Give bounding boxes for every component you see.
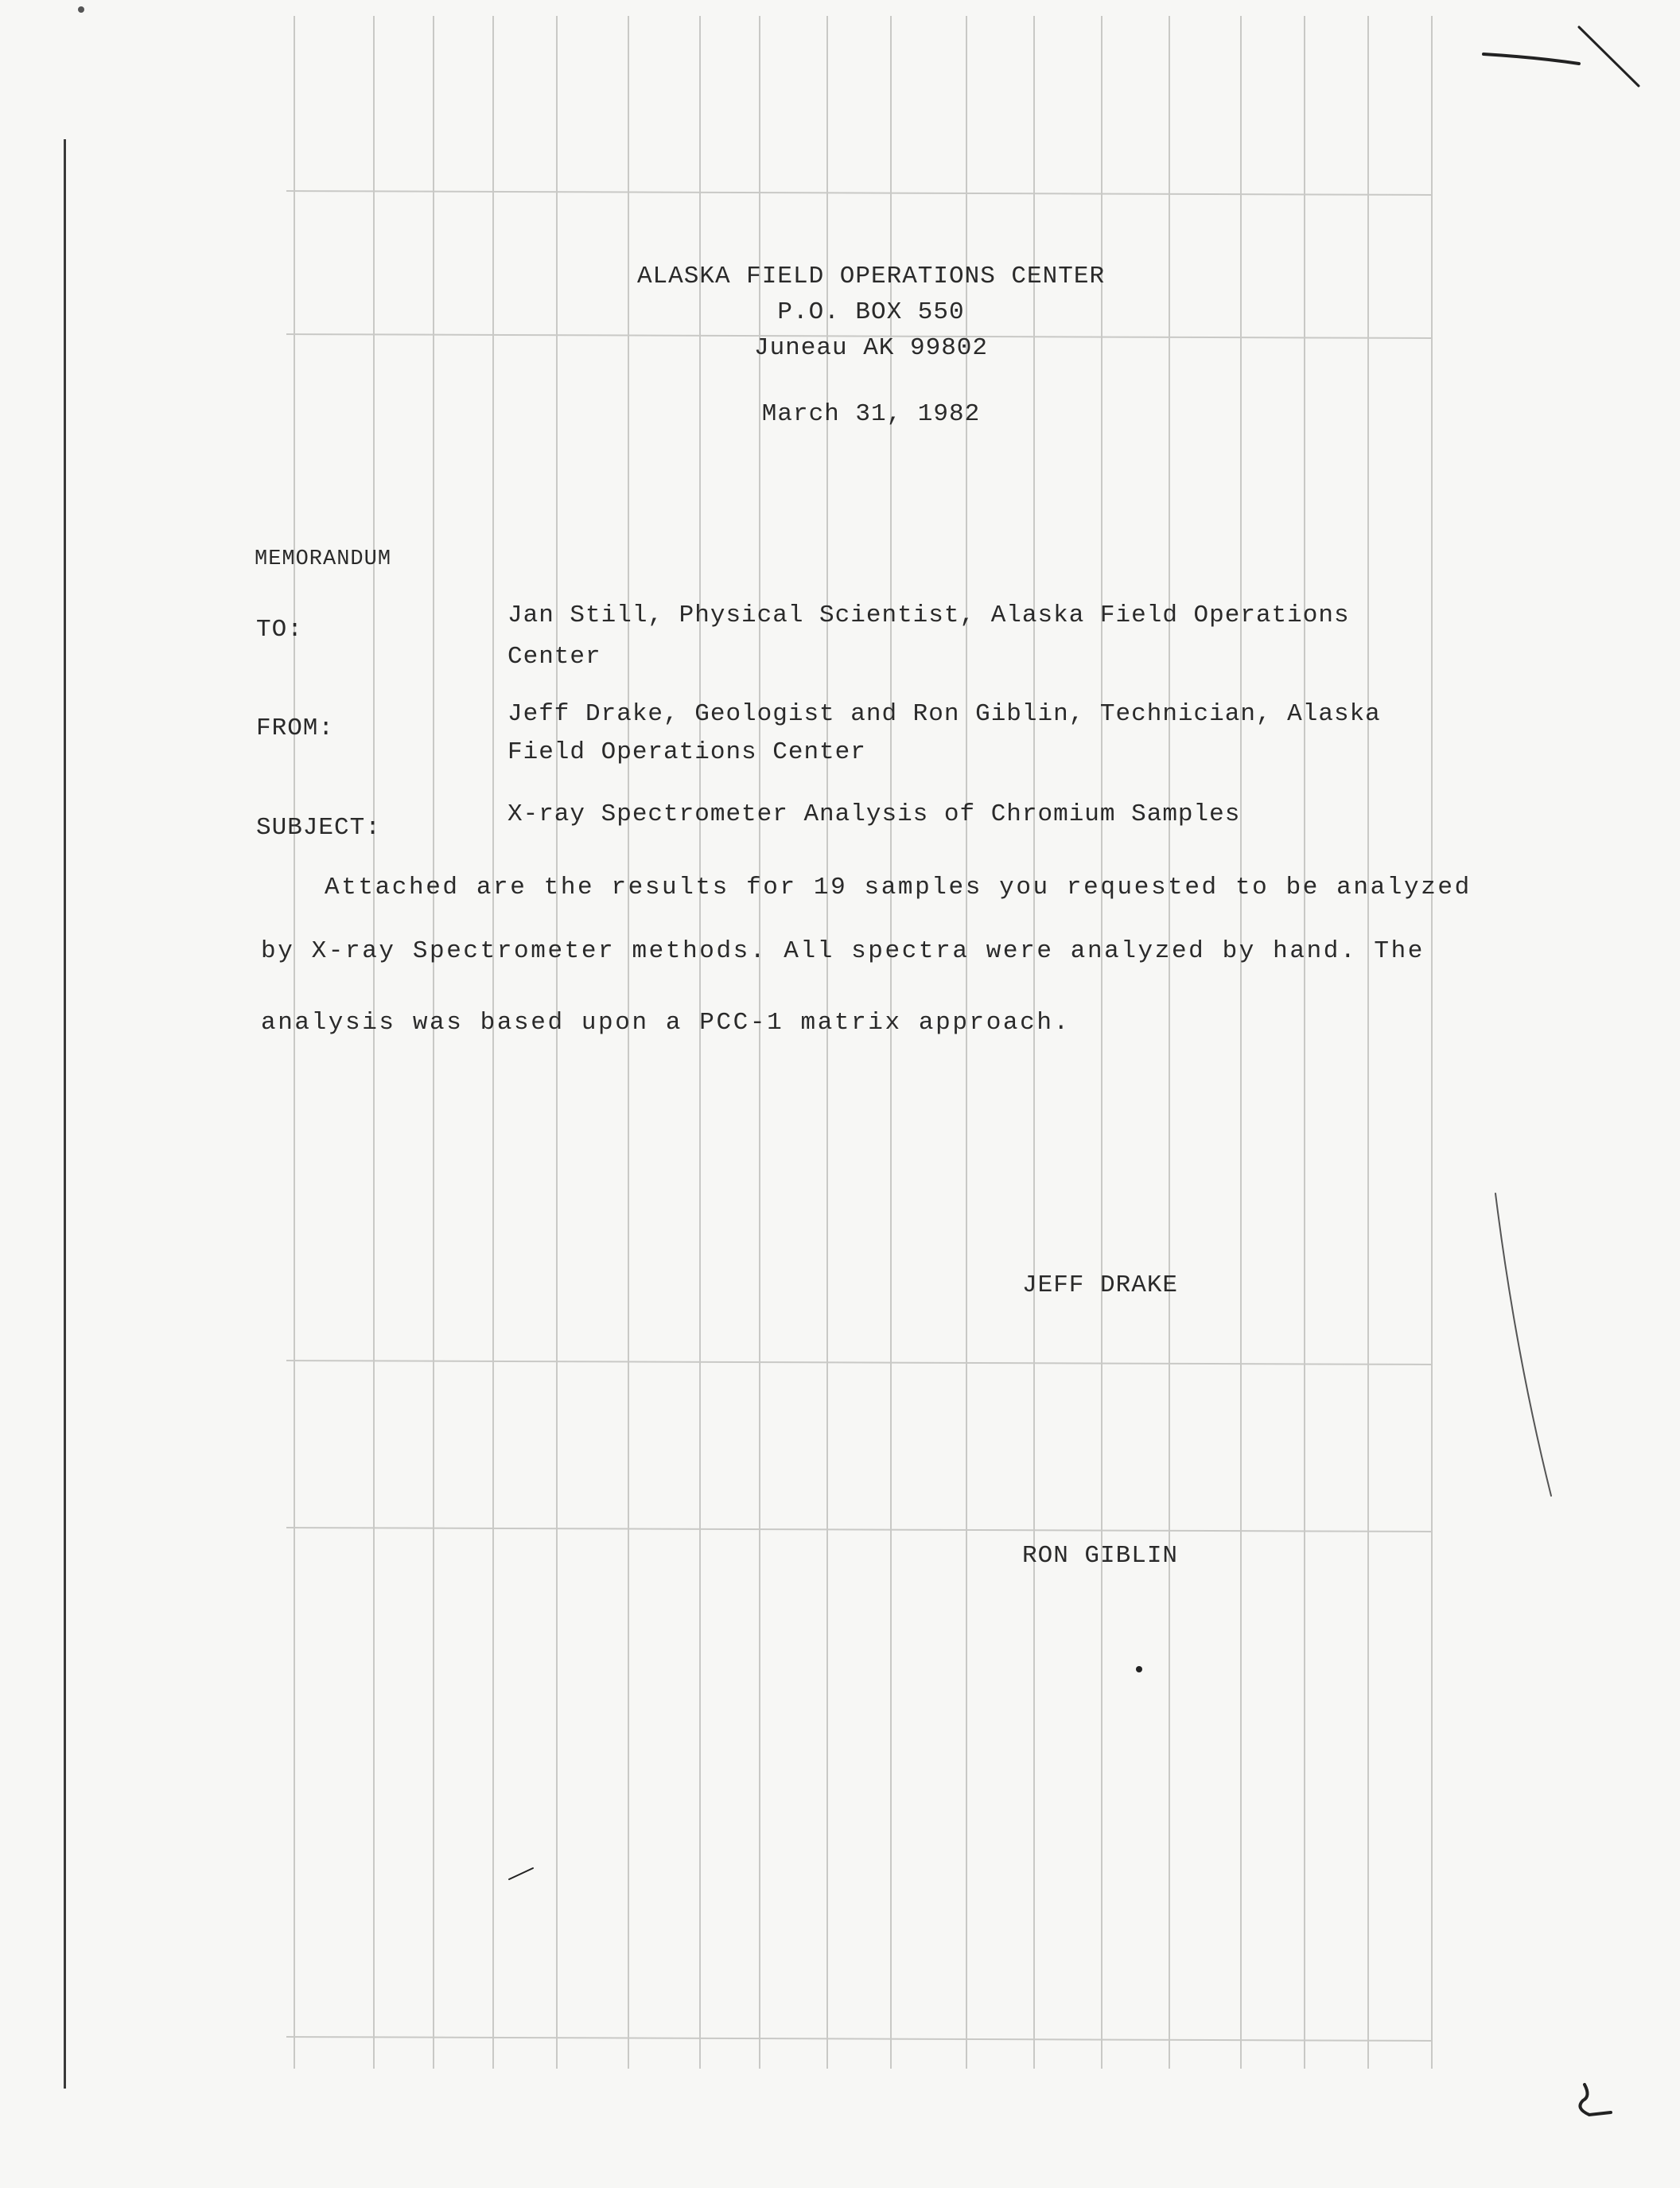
to-line-1: Jan Still, Physical Scientist, Alaska Field Operations: [508, 602, 1350, 629]
from-line-2: Field Operations Center: [508, 738, 866, 766]
from-label: FROM:: [256, 714, 335, 742]
signature-jeff-drake: JEFF DRAKE: [1022, 1271, 1179, 1299]
subject-label: SUBJECT:: [256, 814, 381, 842]
letterhead-org: ALASKA FIELD OPERATIONS CENTER: [636, 263, 1106, 290]
left-margin-rule: [64, 139, 66, 2089]
letterhead-box: P.O. BOX 550: [777, 298, 965, 326]
to-line-2: Center: [508, 643, 601, 671]
to-label: TO:: [256, 616, 303, 644]
body-line-3: analysis was based upon a PCC-1 matrix approach.: [261, 1009, 1071, 1037]
memo-label: MEMORANDUM: [255, 547, 392, 571]
from-line-1: Jeff Drake, Geologist and Ron Giblin, Technician, Alaska: [508, 700, 1381, 728]
memo-date: March 31, 1982: [761, 400, 981, 428]
body-line-2: by X-ray Spectrometer methods. All spectra were analyzed by hand. The: [261, 937, 1425, 965]
signature-ron-giblin: RON GIBLIN: [1022, 1542, 1179, 1570]
letterhead-city: Juneau AK 99802: [753, 334, 989, 362]
subject-text: X-ray Spectrometer Analysis of Chromium Samples: [508, 800, 1241, 828]
body-line-1: Attached are the results for 19 samples you requested to be analyzed: [325, 874, 1472, 901]
